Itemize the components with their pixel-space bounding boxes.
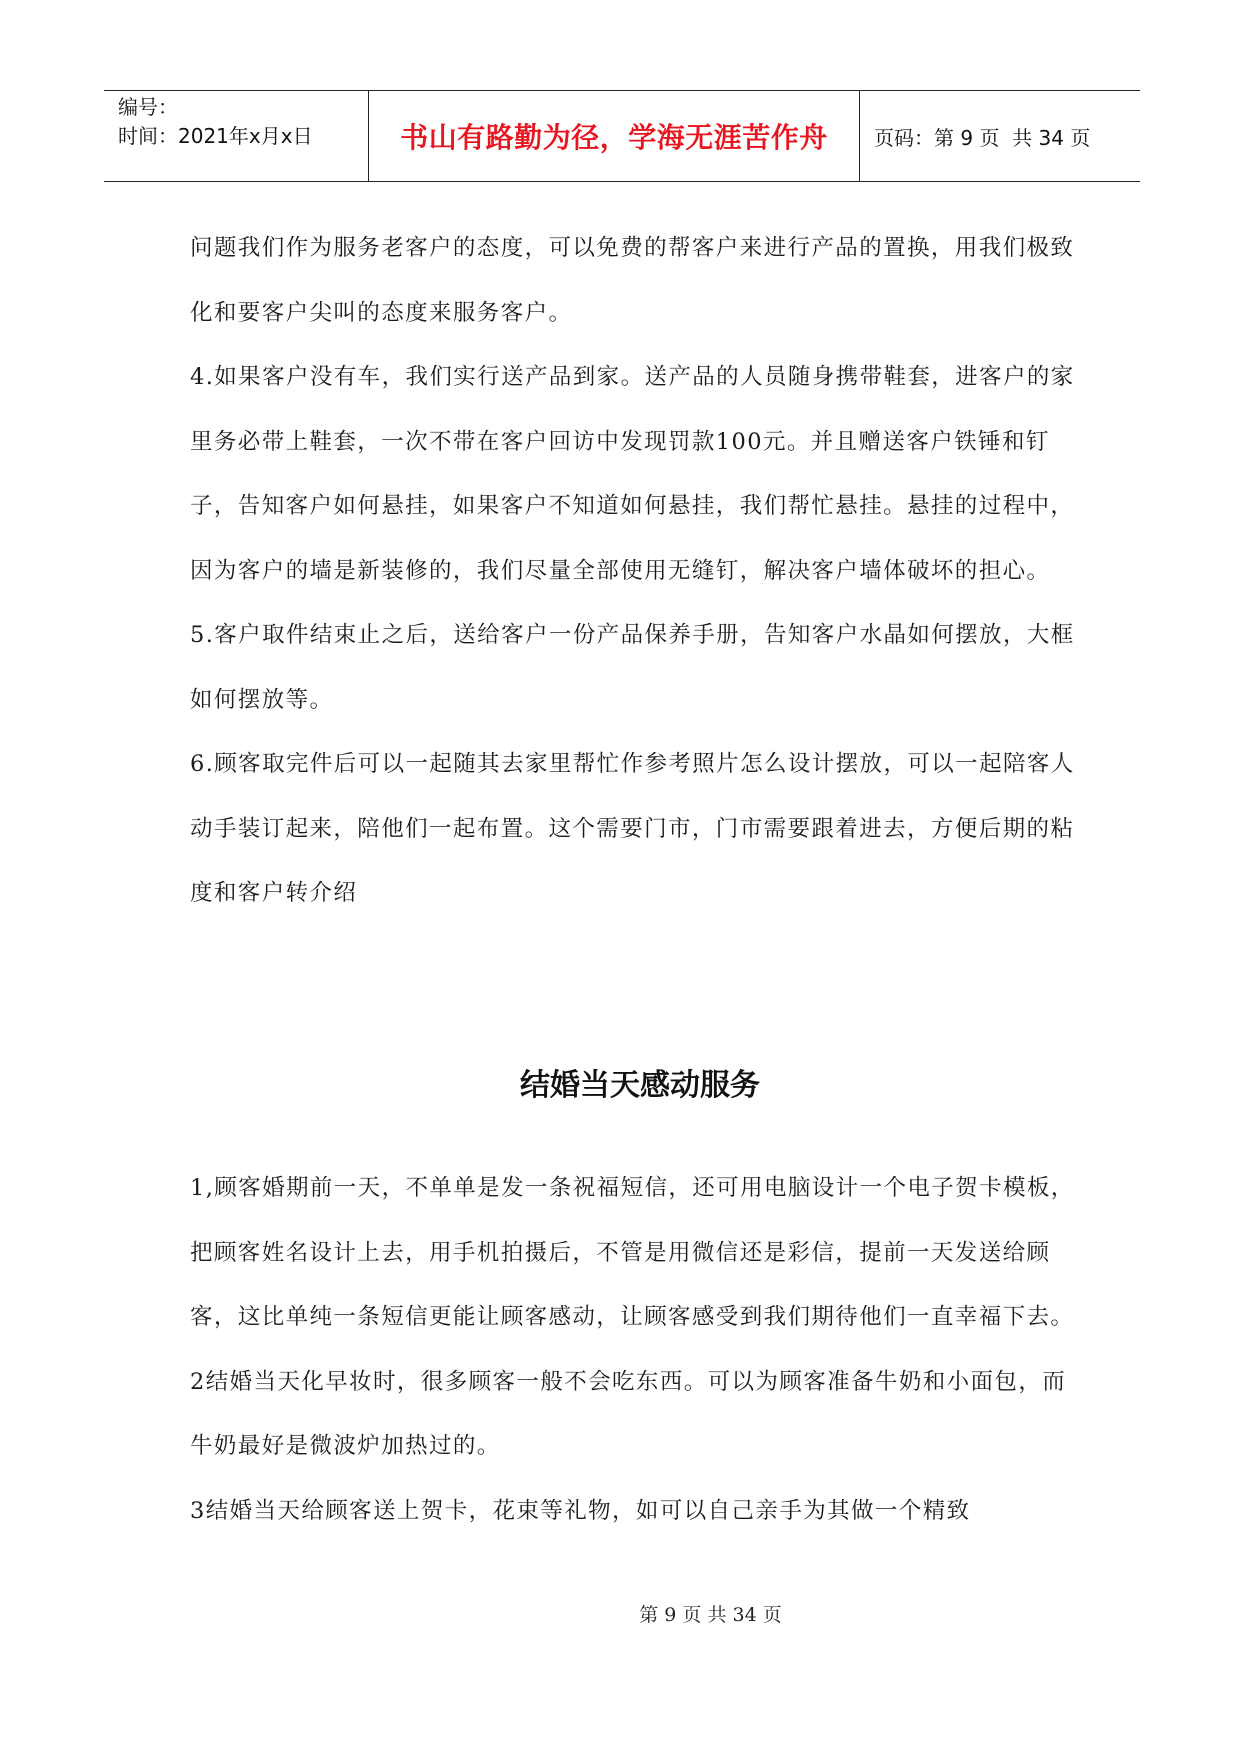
section-body-text (190, 1156, 1090, 1543)
header-divider (859, 91, 860, 181)
body-text (190, 216, 1090, 926)
body-paragraph: 5.客户取件结束止之后，送给客户一份产品保养手册，告知客户水晶如何摆放，大框如何摆放等。 (190, 622, 1075, 713)
body-paragraph: 4.如果客户没有车，我们实行送产品到家。送产品的人员随身携带鞋套，进客户的家里务必带上鞋套，一次不带在客户回访中发现罚款100元。并且赠送客户铁锤和钉子，告知客户如何悬挂，如果客户不知道如何悬挂，我们帮忙悬挂。悬挂的过程中，因为客户的墙是新装修的，我们尽量全部使用无缝钉，解决客户墙体破坏的担心。 (190, 364, 1075, 584)
page-footer: 第 9 页 共 34 页 (639, 1604, 782, 1626)
header-page-info: 页码：第 9 页 共 34 页 (874, 125, 1091, 150)
body-paragraph: 6.顾客取完件后可以一起随其去家里帮忙作参考照片怎么设计摆放，可以一起陪客人动手装订起来，陪他们一起布置。这个需要门市，门市需要跟着进去，方便后期的粘度和客户转介绍 (190, 751, 1075, 906)
section-heading: 结婚当天感动服务 (520, 1068, 760, 1103)
header-divider (368, 91, 369, 181)
header-motto: 书山有路勤为径，学海无涯苦作舟 (400, 121, 828, 154)
header-meta (118, 93, 358, 151)
body-paragraph: 问题我们作为服务老客户的态度，可以免费的帮客户来进行产品的置换，用我们极致化和要客户尖叫的态度来服务客户。 (190, 235, 1075, 326)
section-paragraph: 1,顾客婚期前一天，不单单是发一条祝福短信，还可用电脑设计一个电子贺卡模板，把顾客姓名设计上去，用手机拍摄后，不管是用微信还是彩信，提前一天发送给顾客，这比单纯一条短信更能让顾客感动，让顾客感受到我们期待他们一直幸福下去。 (190, 1175, 1075, 1330)
document-number-label: 编号： (118, 95, 178, 119)
page-header (104, 90, 1140, 182)
section-paragraph: 3结婚当天给顾客送上贺卡，花束等礼物，如可以自己亲手为其做一个精致 (190, 1497, 971, 1524)
section-paragraph: 2结婚当天化早妆时，很多顾客一般不会吃东西。可以为顾客准备牛奶和小面包，而牛奶最好是微波炉加热过的。 (190, 1368, 1067, 1459)
document-time-label: 时间：2021年x月x日 (118, 124, 313, 148)
